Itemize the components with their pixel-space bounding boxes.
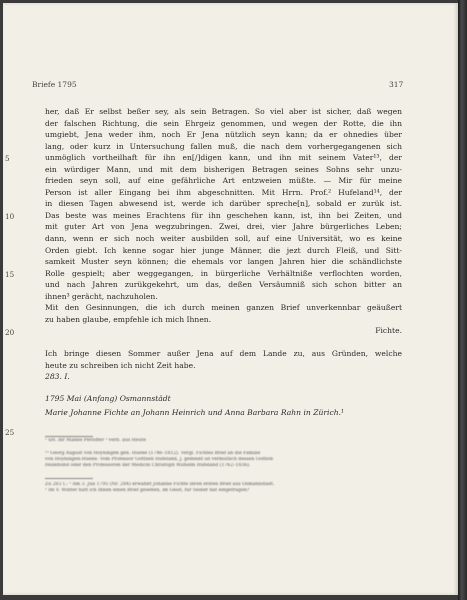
text-line: in diesen Tagen abwesend ist, werde ich darüber spreche[n], sobald er zurük ist.: [45, 199, 402, 209]
blank-line: [45, 337, 402, 349]
line-number: 10: [5, 212, 15, 221]
text-line: umgiebt, Jena weder ihm, noch Er Jena nützlich seyn kann; da er ohnedies über: [45, 130, 402, 140]
text-line: Person ist aller Eingang bei ihm abgeschnitten. Mit Hrrn. Prof.² Hufeland¹⁴, der: [45, 187, 402, 197]
text-line: Ich bringe diesen Sommer außer Jena auf dem Lande zu, aus Gründen, welche: [45, 349, 402, 359]
text-line: her, daß Er selbst beßer sey, als sein Betragen. So viel aber ist sicher, daß wegen: [45, 107, 402, 116]
footnote: ¹³ Georg August von Hoyningen gen. Huene (1746–1812). Vergl. Fichtes Brief an die Familie: [45, 451, 261, 456]
signature: Fichte.: [375, 326, 402, 336]
line-number: 5: [5, 154, 10, 163]
running-header: Briefe 1795: [32, 80, 77, 89]
text-line: Orden giebt. Ich kenne sogar hier junge Männer, die jezt durch Fleiß, und Sitt-: [45, 245, 402, 255]
footnote: Heilebund oder den Professoren der Medicin Christoph Wilhelm Hufeland (1762–1836).: [45, 463, 251, 468]
text-line: samkeit Muster seyn können; die ehemals vor langen Jahren hier die schändlichste: [45, 257, 402, 267]
text-line: ihnen³ gerächt, nachzuholen.: [45, 291, 158, 301]
text-line: frieden seyn soll, auf eine gefährliche Art entzweien müßte. — Mir für meine: [45, 176, 402, 186]
text-line: Das beste was meines Erachtens für ihn geschehen kann, ist, ihn bei Zeiten, und: [45, 210, 402, 220]
line-number: 25: [5, 428, 15, 437]
text-line: lang, oder kurz in Untersuchung fallen muß, die nach dem vorhergegangenen sich: [45, 141, 402, 151]
text-line: Rolle gespielt; aber weggegangen, in bürgerliche Verhältniße verflochten worden,: [45, 268, 402, 278]
text-line: heute zu schreiben ich nicht Zeit habe.: [45, 361, 196, 371]
text-line: der falschen Richtung, die sein Ehrgeiz genommen, und wegen der Rotte, die ihn: [45, 118, 402, 128]
footnote-rule: [45, 436, 93, 437]
text-line: zu haben glaube, empfehle ich mich Ihnen.: [45, 314, 212, 324]
text-line: und nach Jahren zurükgekehrt, um das, deßen Versäumniß sich schon bitter an: [45, 280, 402, 290]
text-line: Mit den Gesinnungen, die ich durch meinen ganzen Brief unverkennbar geäußert: [45, 303, 402, 313]
footnote: ¹ Im V. Winter hatt ich Ihnen einen Brief gesehen, im Geist, für Seiner hat eingetragen?: [45, 488, 250, 493]
letter-date-place: 1795 Mai (Anfang) Osmannstädt: [45, 394, 171, 403]
text-line: unmöglich vortheilhaft für ihn en[/]digen kann, und ihn mit seinem Vater¹³, der: [45, 153, 402, 163]
page-number: 317: [389, 80, 404, 89]
line-number: 20: [5, 328, 15, 337]
letter-addressee: Marie Johanne Fichte an Johann Heinrich und Anna Barbara Rahn in Zürich.¹: [45, 408, 345, 417]
footnote: Zu 283 I.: ¹ Am 3. Juli 1795 (Nr. 284) erwähnt Johanne Fichte ihren ersten Brief aus Osmannstädt.: [45, 482, 275, 487]
line-number: 15: [5, 270, 15, 279]
letter-body: [45, 106, 402, 372]
footnote: von Hoyningen-Huene. Vom Professor Gottlieb Hufeland, J. gemeint ist vermutlich dessen Gottlob: [45, 457, 274, 462]
book-spine: [458, 0, 467, 600]
letter-number: 283. I.: [45, 372, 70, 381]
footnote: ¹ üH. ihr Manne Perlöffer ² verb. aus Heute: [45, 438, 146, 443]
footnote-rule: [45, 478, 93, 479]
text-line: ein würdiger Mann, und mit dem bisherigen Betragen seines Sohns sehr unzu-: [45, 164, 402, 174]
text-line: mit guter Art von Jena wegzubringen. Zwei, drei, vier Jahre bürgerliches Leben;: [45, 222, 402, 232]
text-line: dann, wenn er sich noch weiter ausbilden soll, auf eine Universität, wo es keine: [45, 234, 402, 244]
